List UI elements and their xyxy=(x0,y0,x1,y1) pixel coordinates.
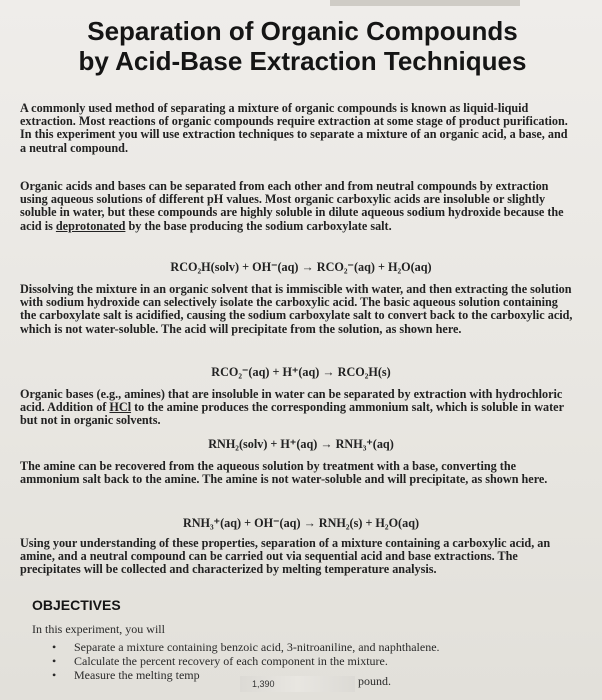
equation-1: RCO₂H(solv) + OH⁻(aq) → RCO₂⁻(aq) + H₂O(aq) xyxy=(170,260,432,274)
summary-paragraph: Using your understanding of these properties, separation of a mixture containing a carboxylic acid, an amine, and a neutral compound can be carried out via sequential acid and base extractions. The precipitates will be collected and characterized by melting temperature analysis. xyxy=(20,536,551,577)
bullet-icon: • xyxy=(52,668,57,682)
p2-text-after: by the base producing the sodium carboxylate salt. xyxy=(125,218,392,233)
objective-item xyxy=(52,640,440,654)
p2-underlined-term: deprotonated xyxy=(55,218,126,233)
objective-text: Measure the melting temp xyxy=(74,668,200,682)
organic-bases-paragraph xyxy=(20,388,575,428)
bullet-icon: • xyxy=(52,640,57,654)
equation-3: RNH₂(solv) + H⁺(aq) → RNH₃⁺(aq) xyxy=(208,437,394,451)
p4-underlined-term: HCl xyxy=(109,400,132,415)
objective-item xyxy=(52,654,440,668)
objective-item-tail: pound. xyxy=(358,674,391,688)
p2-text-before: Organic acids and bases can be separated from each other and from neutral compounds by extraction using aqueous solutions of different pH values. Most organic carboxylic acids are insoluble or slightly soluble in water, but these compounds are highly soluble in dilute aqueous sodium hydroxide because the acid is xyxy=(20,179,564,233)
dissolving-paragraph: Dissolving the mixture in an organic solvent that is immiscible with water, and then extracting the solution with sodium hydroxide can selectively isolate the carboxylic acid. The basic aqueous solution containing the carboxylate salt is acidified, causing the sodium carboxylate salt to convert back to the carboxylic acid, which is not water-soluble. The acid will precipitate from the solution, as shown here. xyxy=(20,282,573,336)
p4-text-before: Organic bases (e.g., amines) that are insoluble in water can be separated by extraction with hydrochloric acid. Addition of xyxy=(20,387,563,415)
bullet-icon: • xyxy=(52,654,57,668)
equation-4: RNH₃⁺(aq) + OH⁻(aq) → RNH₂(s) + H₂O(aq) xyxy=(182,516,420,530)
title-line-2: by Acid-Base Extraction Techniques xyxy=(78,46,527,76)
amine-recovery-paragraph: The amine can be recovered from the aqueous solution by treatment with a base, converting the ammonium salt back to the amine. The amine is not water-soluble and will precipitate, as shown here. xyxy=(20,459,548,487)
title-line-1: Separation of Organic Compounds xyxy=(87,16,518,46)
intro-paragraph: A commonly used method of separating a mixture of organic compounds is known as liquid-liquid extraction. Most reactions of organic compounds require extraction at some stage of product purification. In this experiment you will use extraction techniques to separate a mixture of an organic acid, a base, and a neutral compound. xyxy=(20,101,568,155)
p4-text-after: to the amine produces the corresponding ammonium salt, which is soluble in water but not in organic solvents. xyxy=(20,400,564,428)
equation-2: RCO₂⁻(aq) + H⁺(aq) → RCO₂H(s) xyxy=(211,365,391,379)
objective-text: Calculate the percent recovery of each component in the mixture. xyxy=(74,654,388,668)
obscured-number: 1,390 xyxy=(252,679,275,689)
acids-bases-paragraph xyxy=(20,180,575,233)
objective-text: Separate a mixture containing benzoic acid, 3-nitroaniline, and naphthalene. xyxy=(74,640,440,654)
objectives-intro: In this experiment, you will xyxy=(32,622,165,636)
objectives-heading: OBJECTIVES xyxy=(32,597,121,613)
obscuring-overlay xyxy=(240,676,355,692)
page-title xyxy=(30,16,575,76)
top-edge-strip xyxy=(330,0,520,6)
